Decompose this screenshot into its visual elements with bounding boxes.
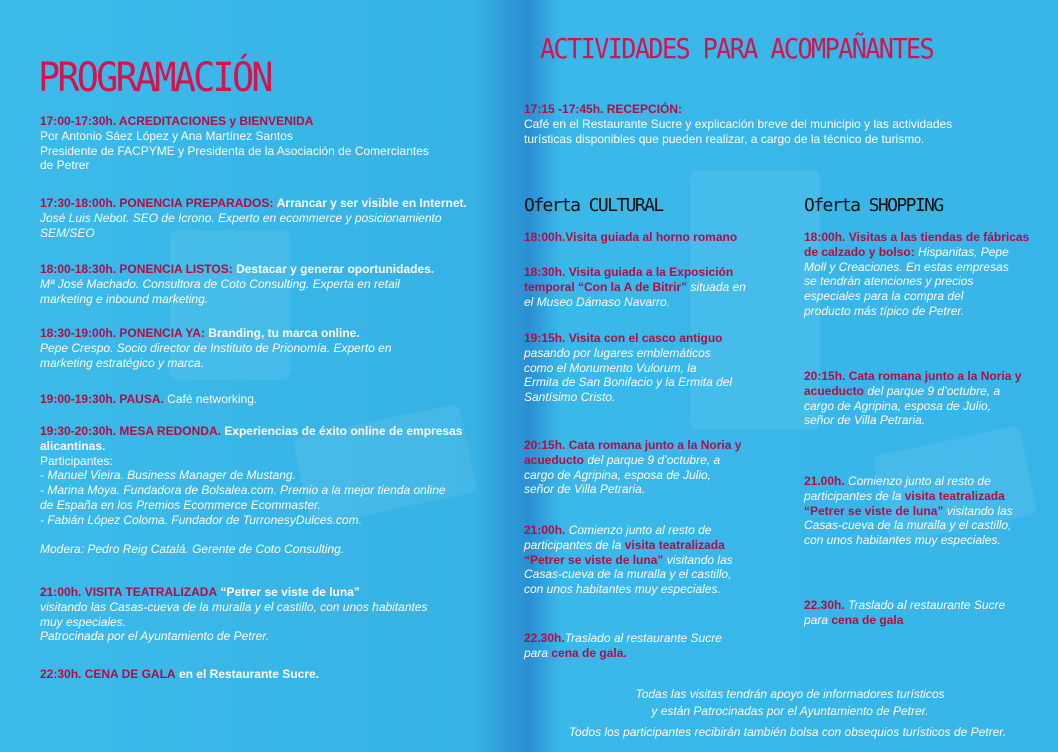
cultural-item-text: 20:15h. Cata romana junto a la Noria y (524, 438, 742, 452)
program-item-line: visitando las Casas-cueva de la muralla y el castillo, con unos habitantes (40, 599, 428, 614)
moderator-line: Modera: Pedro Reig Catalá. Gerente de Coto Consulting. (40, 541, 345, 556)
shopping-item-line: señor de Villa Petraria. (804, 413, 926, 428)
program-item-4 (40, 326, 510, 370)
program-item-topic: Destacar y generar oportunidades. (236, 262, 435, 276)
participant-line: de España en los Premios Ecommerce Ecommaster. (40, 497, 321, 512)
shopping-item-text: 18:00h. Visitas a las tiendas de fábricas (804, 230, 1030, 244)
shopping-item-1 (804, 230, 1056, 319)
footer-note-line: y están Patrocinadas por el Ayuntamiento de Petrer. (651, 704, 929, 718)
shopping-item-2 (804, 369, 1056, 428)
program-item-line: muy especiales. (40, 614, 127, 629)
companions-title: ACTIVIDADES PARA ACOMPAÑANTES (540, 32, 934, 65)
cultural-item-text: cena de gala. (551, 645, 627, 660)
shopping-item-text: 20:15h. Cata romana junto a la Noria y (804, 369, 1022, 383)
cultural-item-text: 19:15h. Visita con el casco antiguo (524, 331, 723, 345)
shopping-item-line: Casas-cueva de la muralla y el castillo, (804, 518, 1012, 533)
program-item-topic-cont: alicantinas. (40, 438, 106, 453)
reception-time: 17:15 -17:45h. RECEPCIÓN: (524, 102, 683, 116)
cultural-item-text: visitando las (663, 552, 733, 567)
shopping-item-line: Moll y Creaciones. En estas empresas (804, 259, 1009, 274)
cultural-item-6 (524, 631, 794, 661)
cultural-item-text: 22.30h. (524, 631, 565, 645)
program-item-topic: Experiencias de éxito online de empresas (224, 424, 463, 438)
cultural-item-text: temporal “Con la A de Bitrir” (524, 279, 688, 294)
shopping-item-line: con unos habitantes muy especiales. (804, 533, 1001, 548)
participants-label: Participantes: (40, 453, 113, 468)
program-item-time: 18:30-19:00h. PONENCIA YA: (40, 326, 205, 340)
cultural-item-line: pasando por lugares emblemáticos (524, 345, 711, 360)
cultural-item-text: participantes de la (524, 537, 625, 552)
shopping-item-3 (804, 474, 1056, 548)
cultural-item-line: Ermita de San Bonifacio y la Ermita del (524, 375, 733, 390)
shopping-item-line: especiales para la compra del (804, 289, 964, 304)
shopping-item-text: Comienzo junto al resto de (844, 474, 991, 488)
program-item-topic: Branding, tu marca online. (208, 326, 360, 340)
program-item-2 (40, 196, 510, 240)
program-item-5 (40, 392, 510, 407)
program-item-line: SEM/SEO (40, 225, 95, 240)
program-item-line: Presidente de FACPYME y Presidenta de la Asociación de Comerciantes (40, 143, 429, 158)
cultural-item-line: Santísimo Cristo. (524, 390, 616, 405)
shopping-item-text: visita teatralizada (904, 488, 1005, 503)
cultural-item-text: del parque 9 d’octubre, a (584, 452, 721, 467)
program-item-line: José Luis Nebot. SEO de Icrono. Experto en ecommerce y posicionamiento (40, 210, 442, 225)
footer-note-bag: Todos los participantes recibirán también bolsa con obsequios turísticos de Petrer. (568, 725, 1007, 739)
program-item-line: de Petrer (40, 158, 90, 173)
participant-line: - Marina Moya. Fundadora de Bolsalea.com. Premio a la mejor tienda online (40, 483, 446, 498)
cultural-item-text: “Petrer se viste de luna” (524, 552, 664, 567)
program-item-time: 17:00-17:30h. ACREDITACIONES y BIENVENIDA (40, 114, 314, 128)
cultural-item-text: situada en (687, 279, 746, 294)
program-item-time: 22:30h. CENA DE GALA (40, 667, 176, 681)
cultural-item-line: como el Monumento Vulorum, la (524, 360, 697, 375)
cultural-item-text: 21:00h. (524, 523, 566, 537)
program-item-8 (40, 667, 510, 682)
program-item-7 (40, 585, 510, 644)
cultural-item-text: Comienzo junto al resto de (565, 523, 712, 537)
cultural-item-text: para (524, 645, 552, 660)
cultural-item-1 (524, 230, 794, 245)
program-item-time: 17:30-18:00h. PONENCIA PREPARADOS: (40, 196, 274, 210)
shopping-item-text: Traslado al restaurante Sucre (844, 598, 1006, 612)
program-item-topic: Café networking. (167, 392, 258, 406)
cultural-item-text: 18:30h. Visita guiada a la Exposición (524, 265, 734, 279)
shopping-item-text: visitando las (943, 503, 1013, 518)
shopping-item-text: “Petrer se viste de luna” (804, 503, 944, 518)
participant-line: - Fabián López Coloma. Fundador de TurronesyDulces.com. (40, 512, 362, 527)
cultural-item-2 (524, 265, 794, 309)
shopping-item-text: 21.00h. (804, 474, 845, 488)
cultural-item-text: 18:00h.Visita guiada al horno romano (524, 230, 738, 244)
program-item-time: 18:00-18:30h. PONENCIA LISTOS: (40, 262, 233, 276)
shopping-item-text: de calzado y bolso: (804, 244, 915, 259)
cultural-item-line: señor de Villa Petraria. (524, 482, 646, 497)
participant-line: - Manuel Vieira. Business Manager de Mustang. (40, 468, 296, 483)
program-item-time: 21:00h. VISITA TEATRALIZADA (40, 585, 218, 599)
program-item-line: Patrocinada por el Ayuntamiento de Petrer. (40, 629, 270, 644)
cultural-item-text: visita teatralizada (624, 537, 725, 552)
program-item-line: Mª José Machado. Consultora de Coto Consulting. Experta en retail (40, 276, 400, 291)
shopping-item-text: para (804, 612, 832, 627)
shopping-item-text: acueducto (804, 383, 865, 398)
shopping-item-text: Hispanitas, Pepe (914, 244, 1009, 259)
cultural-item-line: Casas-cueva de la muralla y el castillo, (524, 567, 732, 582)
program-item-topic: “Petrer se viste de luna” (220, 585, 360, 599)
program-item-topic: en el Restaurante Sucre. (178, 667, 319, 681)
shopping-item-text: 22.30h. (804, 598, 845, 612)
footer-note-line: Todas las visitas tendrán apoyo de informadores turísticos (635, 687, 945, 701)
cultural-item-line: cargo de Agripina, esposa de Julio, (524, 467, 712, 482)
shopping-item-line: cargo de Agripina, esposa de Julio, (804, 398, 992, 413)
program-item-3 (40, 262, 510, 306)
cultural-heading: Oferta CULTURAL (524, 195, 663, 216)
cultural-item-5 (524, 523, 794, 597)
program-item-time: 19:30-20:30h. MESA REDONDA. (40, 424, 221, 438)
cultural-item-text: el Museo Dámaso Navarro. (524, 294, 671, 309)
shopping-item-line: producto más típico de Petrer. (804, 303, 965, 318)
program-item-topic: Arrancar y ser visible en Internet. (276, 196, 467, 210)
cultural-item-3 (524, 331, 794, 405)
program-item-6 (40, 424, 510, 556)
shopping-item-text: cena de gala (831, 612, 904, 627)
reception-line: turísticas disponibles que pueden realizar, a cargo de la técnico de turismo. (524, 131, 925, 146)
program-item-time: 19:00-19:30h. PAUSA. (40, 392, 164, 406)
cultural-item-text: Traslado al restaurante Sucre (564, 631, 722, 645)
program-title: PROGRAMACIÓN (38, 55, 271, 101)
shopping-item-4 (804, 598, 1056, 628)
shopping-item-line: se tendrán atenciones y precios (804, 274, 974, 289)
reception-line: Café en el Restaurante Sucre y explicación breve del municipio y las actividades (524, 116, 953, 131)
shopping-item-text: participantes de la (804, 488, 905, 503)
program-item-1 (40, 114, 510, 173)
program-item-line: marketing estratégico y marca. (40, 355, 205, 370)
cultural-item-text: acueducto (524, 452, 585, 467)
shopping-item-text: del parque 9 d’octubre, a (864, 383, 1001, 398)
program-item-line: marketing e inbound marketing. (40, 291, 209, 306)
cultural-item-4 (524, 438, 794, 497)
cultural-item-line: con unos habitantes muy especiales. (524, 582, 721, 597)
program-item-line: Pepe Crespo. Socio director de Instituto de Prionomía. Experto en (40, 340, 392, 355)
footer-note (540, 686, 1040, 720)
shopping-heading: Oferta SHOPPING (804, 195, 943, 216)
program-item-line: Por Antonio Sáez López y Ana Martínez Santos (40, 128, 293, 143)
reception-block (524, 102, 1054, 146)
